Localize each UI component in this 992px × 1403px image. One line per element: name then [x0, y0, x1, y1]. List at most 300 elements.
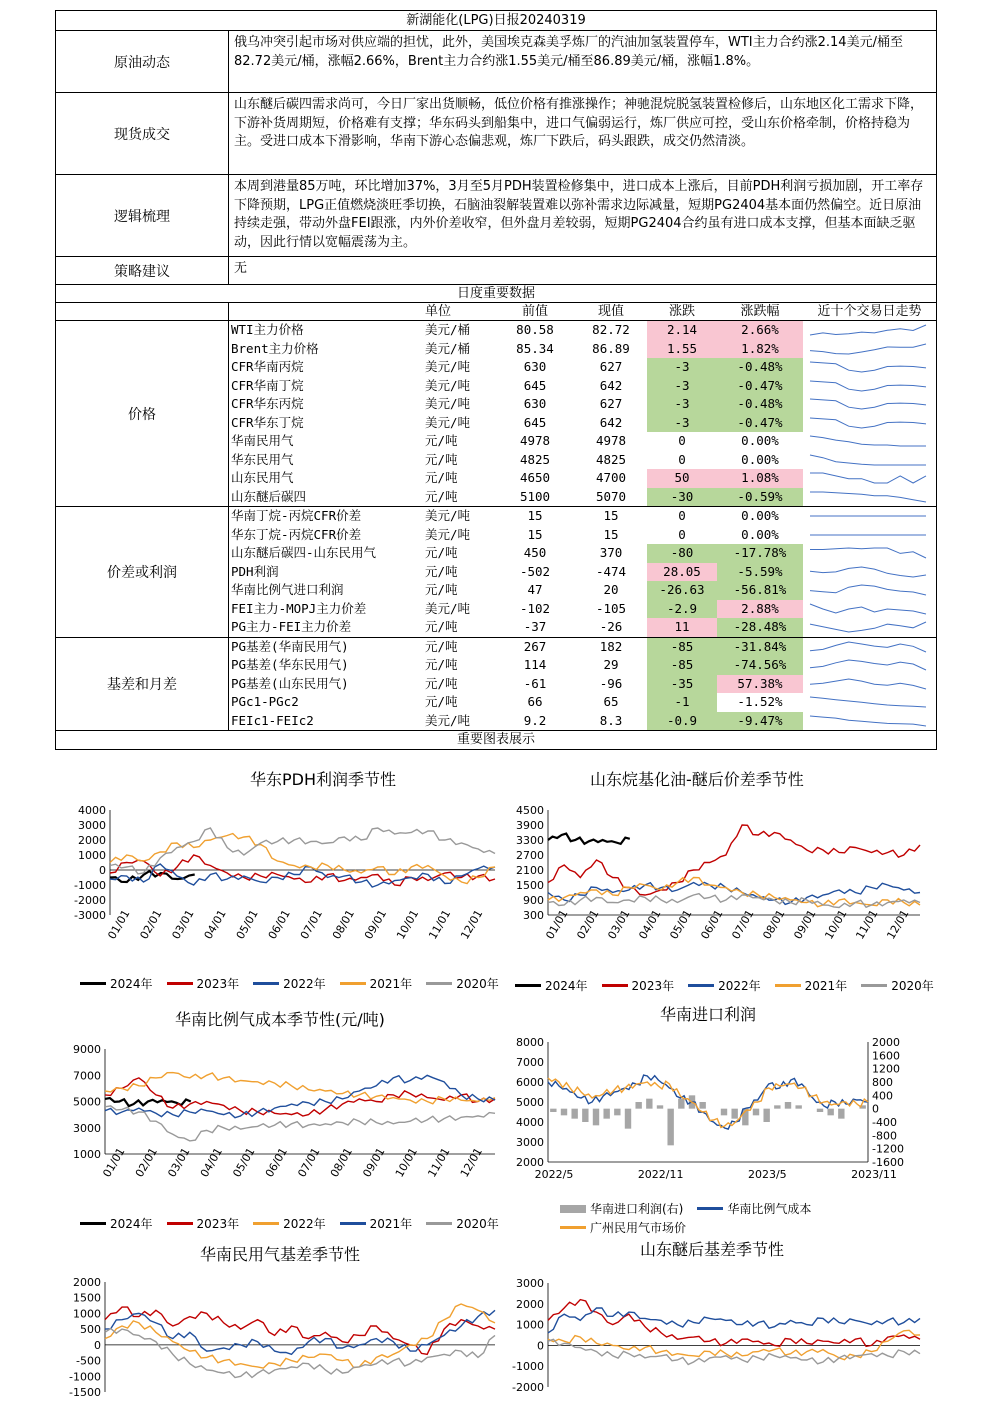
section-row	[56, 93, 936, 175]
row-pct: -0.48%	[717, 395, 803, 414]
bar	[817, 1109, 823, 1112]
header-cur: 现值	[597, 304, 624, 319]
row-cur: 642	[599, 377, 623, 393]
y-tick-label: 1000	[73, 1148, 101, 1161]
data-group	[56, 507, 936, 638]
legend-item	[602, 977, 675, 994]
row-pct: 1.82%	[717, 340, 803, 359]
row-pct: 2.88%	[717, 600, 803, 619]
legend-label: 2024年	[545, 979, 588, 993]
row-trend	[803, 675, 936, 694]
bar	[657, 1105, 663, 1108]
row-cur: -96	[599, 675, 623, 691]
row-prev: 267	[523, 638, 547, 654]
y-tick-label-right: -400	[872, 1116, 897, 1129]
x-tick-label: 12/01	[457, 1145, 485, 1180]
bar	[667, 1109, 673, 1146]
row-chg: -30	[647, 488, 717, 507]
y-tick-label: 3000	[516, 1277, 544, 1290]
table-row	[229, 581, 936, 600]
row-trend	[803, 563, 936, 582]
legend-label: 2023年	[631, 979, 675, 993]
row-chg: 0	[678, 451, 686, 467]
chart-svg	[60, 1240, 500, 1400]
table-row	[229, 693, 936, 712]
x-tick-label: 07/01	[729, 907, 757, 942]
row-name: 山东醚后碳四-山东民用气	[231, 545, 377, 560]
x-tick-label: 12/01	[458, 907, 486, 942]
group-label: 价格	[56, 321, 229, 506]
sparkline	[809, 323, 927, 337]
row-name: PDH利润	[231, 563, 279, 579]
table-row	[229, 638, 936, 657]
series-line	[548, 894, 920, 908]
sparkline	[809, 528, 927, 542]
row-unit: 元/吨	[425, 488, 458, 504]
table-row	[229, 469, 936, 488]
y-tick-label: 9000	[73, 1043, 101, 1056]
row-trend	[803, 581, 936, 600]
y-tick-label: 6000	[516, 1076, 544, 1089]
row-pct: -28.48%	[717, 618, 803, 637]
x-tick-label: 2022/5	[534, 1168, 574, 1181]
sparkline	[809, 546, 927, 560]
header-trend: 近十个交易日走势	[817, 304, 922, 319]
row-pct: -74.56%	[717, 656, 803, 675]
bar	[699, 1102, 705, 1109]
row-name: PG基差(华南民用气)	[231, 638, 349, 654]
row-chg: 2.14	[647, 321, 717, 340]
y-tick-label: 3000	[516, 1136, 544, 1149]
chart-legend	[515, 977, 934, 994]
x-tick-label: 06/01	[262, 1145, 290, 1180]
bar	[614, 1109, 620, 1116]
row-chg: -35	[647, 675, 717, 694]
y-tick-label: -3000	[74, 909, 106, 922]
table-row	[229, 600, 936, 619]
row-trend	[803, 488, 936, 507]
row-cur: 627	[599, 359, 623, 374]
row-pct: 57.38%	[717, 675, 803, 694]
sparkline-series	[810, 567, 926, 577]
row-name: 华南比例气进口利润	[231, 582, 344, 597]
x-tick-label: 04/01	[197, 1145, 225, 1180]
row-pct: 0.00%	[741, 526, 779, 542]
header-pct: 涨跌幅	[740, 304, 780, 319]
series-line	[105, 1075, 495, 1117]
row-unit: 元/吨	[425, 433, 458, 448]
row-pct: -0.47%	[717, 414, 803, 433]
y-tick-label: 5000	[516, 1096, 544, 1109]
legend-item	[515, 977, 588, 994]
legend-item	[697, 1200, 811, 1217]
section-text: 俄乌冲突引起市场对供应端的担忧，此外，美国埃克森美孚炼厂的汽油加氢装置停车，WTI主力合约涨2.14美元/桶至82.72美元/桶，涨幅2.66%，Brent主力合约涨1.55美元/桶至86.89美元/桶，涨幅1.8%。	[234, 35, 903, 69]
chart-legend	[80, 1215, 499, 1232]
row-name: 山东醚后碳四	[231, 488, 307, 504]
sparkline-series	[810, 622, 926, 632]
row-trend	[803, 469, 936, 488]
x-tick-label: 02/01	[137, 907, 165, 942]
y-tick-label-right: 1200	[872, 1062, 900, 1076]
sparkline	[809, 565, 927, 579]
table-header	[56, 303, 936, 321]
row-pct: 2.66%	[717, 321, 803, 340]
row-cur: 15	[603, 508, 619, 523]
row-cur: 642	[599, 414, 623, 430]
x-tick-label: 10/01	[394, 907, 422, 942]
row-unit: 元/吨	[425, 675, 458, 691]
sparkline-series	[810, 679, 926, 689]
section-label: 策略建议	[56, 257, 229, 284]
row-pct: 0.00%	[741, 508, 779, 523]
row-chg: -3	[647, 377, 717, 396]
y-tick-label: -1000	[512, 1360, 544, 1374]
sparkline-series	[810, 492, 926, 502]
row-unit: 美元/吨	[425, 600, 471, 616]
row-unit: 美元/吨	[425, 359, 471, 374]
bar	[678, 1099, 684, 1109]
row-chg: -3	[647, 358, 717, 377]
legend-swatch	[697, 1207, 723, 1210]
y-tick-label: 4500	[516, 804, 544, 817]
sparkline-series	[810, 362, 926, 372]
chart	[60, 765, 500, 1000]
row-trend	[803, 340, 936, 359]
row-cur: 4825	[595, 451, 627, 467]
y-tick-label: -1000	[74, 879, 106, 892]
sparkline-series	[810, 455, 926, 465]
row-pct: -9.47%	[717, 712, 803, 731]
legend-swatch	[602, 984, 628, 987]
row-prev: 630	[523, 396, 547, 411]
header-prev: 前值	[521, 304, 548, 319]
legend-label: 华南进口利润(右)	[590, 1202, 684, 1216]
report-title: 新湖能化(LPG)日报20240319	[56, 11, 936, 31]
y-tick-label: 1500	[516, 879, 544, 892]
row-cur: -26	[599, 619, 623, 634]
row-chg: -26.63	[647, 581, 717, 600]
x-tick-label: 01/01	[543, 907, 571, 942]
y-tick-label: 7000	[516, 1056, 544, 1069]
row-pct: 0.00%	[741, 451, 779, 467]
bar	[561, 1109, 567, 1116]
y-tick-label: 4000	[516, 1116, 544, 1129]
y-tick-label: -1500	[69, 1386, 101, 1399]
legend-item	[340, 1215, 413, 1232]
y-tick-label: 2000	[516, 1297, 544, 1311]
legend-swatch	[515, 984, 541, 987]
legend-swatch	[253, 982, 279, 985]
series-line	[105, 1329, 495, 1378]
table-row	[229, 675, 936, 694]
y-tick-label: 500	[80, 1323, 101, 1337]
table-row	[229, 507, 936, 526]
row-unit: 美元/吨	[425, 396, 471, 411]
legend-label: 2022年	[283, 1217, 326, 1231]
header-unit: 单位	[425, 304, 452, 319]
series-line	[548, 1308, 920, 1333]
y-tick-label: 0	[99, 864, 106, 877]
row-chg: -85	[647, 638, 717, 657]
legend-swatch	[253, 1222, 279, 1225]
y-tick-label: -1000	[69, 1370, 101, 1384]
row-prev: 645	[523, 377, 547, 393]
x-tick-label: 2023/5	[747, 1168, 787, 1181]
sparkline	[809, 677, 927, 691]
table-row	[229, 618, 936, 637]
legend-label: 2021年	[369, 1217, 413, 1231]
row-chg: 0	[678, 508, 686, 523]
bar	[571, 1109, 577, 1119]
row-name: WTI主力价格	[231, 322, 304, 337]
series-line	[105, 1078, 495, 1116]
group-label: 基差和月差	[56, 638, 229, 731]
y-tick-label: 5000	[73, 1095, 101, 1109]
chart-legend	[560, 1200, 860, 1236]
sparkline	[809, 509, 927, 523]
row-unit: 美元/吨	[425, 526, 471, 542]
legend-label: 2023年	[196, 977, 240, 991]
legend-swatch	[560, 1205, 586, 1213]
row-name: 华南民用气	[231, 433, 294, 448]
row-chg: 28.05	[647, 563, 717, 582]
row-unit: 元/吨	[425, 638, 458, 654]
row-prev: -502	[519, 563, 551, 579]
y-tick-label: 1000	[78, 849, 106, 862]
row-chg: -85	[647, 656, 717, 675]
x-tick-label: 03/01	[169, 907, 197, 942]
legend-swatch	[340, 1222, 366, 1225]
section-row	[56, 31, 936, 93]
legend-swatch	[340, 982, 366, 985]
legend-swatch	[167, 1222, 193, 1225]
legend-swatch	[775, 984, 801, 987]
sparkline	[809, 640, 927, 654]
row-prev: 85.34	[516, 340, 554, 356]
table-row	[229, 358, 936, 377]
row-name: FEI主力-MOPJ主力价差	[231, 600, 367, 616]
series-line	[548, 825, 920, 895]
row-trend	[803, 656, 936, 675]
row-trend	[803, 712, 936, 731]
sparkline	[809, 342, 927, 356]
sparkline	[809, 471, 927, 485]
row-chg: 0	[678, 526, 686, 542]
row-name: Brent主力价格	[231, 340, 319, 356]
row-prev: 47	[527, 582, 543, 597]
row-trend	[803, 526, 936, 545]
section-row	[56, 175, 936, 257]
row-trend	[803, 638, 936, 657]
chart-svg	[60, 765, 500, 1000]
sparkline-series	[810, 473, 926, 483]
row-prev: 4650	[519, 470, 551, 485]
table-row	[229, 395, 936, 414]
legend-label: 广州民用气市场价	[590, 1221, 687, 1235]
legend-swatch	[426, 982, 452, 985]
x-tick-label: 06/01	[265, 907, 293, 942]
row-prev: 80.58	[516, 322, 554, 337]
row-trend	[803, 395, 936, 414]
header-chg: 涨跌	[668, 304, 695, 319]
y-tick-label: 8000	[516, 1036, 544, 1049]
legend-item	[253, 975, 326, 992]
x-tick-label: 09/01	[362, 907, 390, 942]
legend-item	[253, 1215, 326, 1232]
bar	[763, 1109, 769, 1122]
group-label: 价差或利润	[56, 507, 229, 637]
row-cur: -105	[595, 600, 627, 616]
legend-label: 2022年	[283, 977, 326, 991]
legend-item	[80, 975, 153, 992]
series-line	[105, 1106, 495, 1141]
bar	[753, 1109, 759, 1116]
legend-swatch	[167, 982, 193, 985]
chart-title: 华东PDH利润季节性	[250, 770, 397, 789]
row-unit: 元/吨	[425, 451, 458, 467]
legend-swatch	[80, 982, 106, 985]
x-tick-label: 01/01	[100, 1145, 128, 1180]
x-tick-label: 03/01	[165, 1145, 193, 1180]
x-tick-label: 06/01	[698, 907, 726, 942]
y-tick-label: -500	[76, 1354, 101, 1368]
row-prev: 450	[523, 545, 547, 560]
table-row	[229, 656, 936, 675]
bar	[646, 1099, 652, 1109]
sparkline	[809, 416, 927, 430]
y-tick-label-right: -800	[872, 1129, 897, 1143]
row-prev: 4825	[519, 451, 551, 467]
row-name: PGc1-PGc2	[231, 694, 299, 709]
chart	[500, 765, 940, 1000]
row-prev: 9.2	[523, 712, 547, 728]
row-pct: -0.59%	[717, 488, 803, 507]
x-tick-label: 01/01	[105, 907, 133, 942]
charts-title: 重要图表展示	[456, 732, 535, 747]
sparkline	[809, 490, 927, 504]
legend-item	[426, 975, 499, 992]
row-pct: 1.08%	[717, 469, 803, 488]
row-unit: 美元/吨	[425, 377, 471, 393]
chart-title: 华南民用气基差季节性	[200, 1245, 361, 1264]
y-tick-label-right: -1200	[872, 1142, 904, 1156]
row-name: CFR华南丁烷	[231, 377, 304, 393]
row-prev: 5100	[519, 488, 551, 504]
bar	[625, 1109, 631, 1129]
row-unit: 美元/桶	[425, 340, 471, 356]
row-unit: 美元/吨	[425, 712, 471, 728]
row-unit: 美元/吨	[425, 414, 471, 430]
sparkline	[809, 397, 927, 411]
sparkline	[809, 360, 927, 374]
chart-title: 山东醚后基差季节性	[640, 1240, 785, 1259]
row-chg: -0.9	[647, 712, 717, 731]
row-trend	[803, 358, 936, 377]
data-group	[56, 638, 936, 732]
sparkline-series	[810, 418, 926, 428]
row-trend	[803, 432, 936, 451]
row-chg: 0	[678, 433, 686, 448]
legend-swatch	[688, 984, 714, 987]
row-trend	[803, 451, 936, 470]
y-tick-label: 900	[523, 894, 544, 907]
legend-label: 2020年	[456, 977, 499, 991]
row-cur: 65	[603, 694, 619, 709]
legend-item	[775, 977, 848, 994]
legend-swatch	[861, 984, 887, 987]
x-tick-label: 05/01	[233, 907, 261, 942]
sparkline-series	[810, 716, 926, 726]
row-cur: 182	[599, 638, 623, 654]
row-name: CFR华东丁烷	[231, 414, 304, 430]
bar	[550, 1109, 556, 1112]
bar	[838, 1109, 844, 1119]
legend-swatch	[80, 1222, 106, 1225]
legend-item	[167, 975, 240, 992]
sparkline-series	[810, 436, 926, 446]
sparkline	[809, 602, 927, 616]
bar	[827, 1109, 833, 1116]
y-tick-label: 7000	[73, 1069, 101, 1083]
legend-label: 2022年	[718, 979, 761, 993]
row-prev: -37	[523, 619, 547, 634]
bar	[582, 1109, 588, 1122]
row-prev: 15	[527, 526, 543, 542]
chart-title: 华南比例气成本季节性(元/吨)	[175, 1010, 385, 1029]
y-tick-label: 3900	[516, 819, 544, 832]
row-trend	[803, 507, 936, 526]
chart-legend	[80, 975, 499, 992]
chart-title: 华南进口利润	[660, 1005, 757, 1024]
table-row	[229, 563, 936, 582]
table-row	[229, 340, 936, 359]
y-tick-label-right: 2000	[872, 1036, 900, 1049]
row-cur: 29	[603, 657, 619, 672]
sparkline	[809, 695, 927, 709]
table-row	[229, 544, 936, 563]
section-text: 无	[234, 261, 248, 276]
x-tick-label: 12/01	[884, 907, 912, 942]
y-tick-label-right: 0	[872, 1102, 879, 1116]
bar	[635, 1102, 641, 1109]
row-prev: 4978	[519, 433, 551, 448]
row-trend	[803, 544, 936, 563]
row-unit: 美元/桶	[425, 322, 471, 337]
row-trend	[803, 618, 936, 637]
legend-item	[340, 975, 413, 992]
sparkline-series	[810, 381, 926, 391]
section-label: 逻辑梳理	[56, 175, 229, 256]
row-cur: 4700	[595, 470, 627, 485]
table-row	[229, 321, 936, 340]
row-trend	[803, 377, 936, 396]
section-text: 本周到港量85万吨，环比增加37%，3月至5月PDH装置检修集中，进口成本上涨后，目前PDH利润亏损加剧，开工率存下降预期，LPG正值燃烧淡旺季切换，石脑油裂解装置难以弥补需求边际减量，短期PG2404基本面仍然偏空。近日原油持续走强，带动外盘FEI跟涨，内外价差收窄，但外盘月差较弱，短期PG2404合约虽有进口成本支撑，但基本面缺乏驱动，因此行情以宽幅震荡为主。	[234, 179, 924, 250]
legend-label: 2021年	[369, 977, 413, 991]
row-pct: 0.00%	[741, 433, 779, 448]
sparkline-series	[810, 325, 926, 335]
y-tick-label: 2000	[516, 1156, 544, 1169]
row-chg: -1	[647, 693, 717, 712]
row-chg: -80	[647, 544, 717, 563]
section-row	[56, 257, 936, 285]
chart-svg	[500, 1235, 940, 1400]
x-tick-label: 2023/11	[851, 1168, 897, 1181]
row-prev: 630	[523, 359, 547, 374]
legend-label: 2021年	[804, 979, 848, 993]
row-name: PG基差(华东民用气)	[231, 657, 349, 672]
row-pct: -17.78%	[717, 544, 803, 563]
x-tick-label: 04/01	[636, 907, 664, 942]
